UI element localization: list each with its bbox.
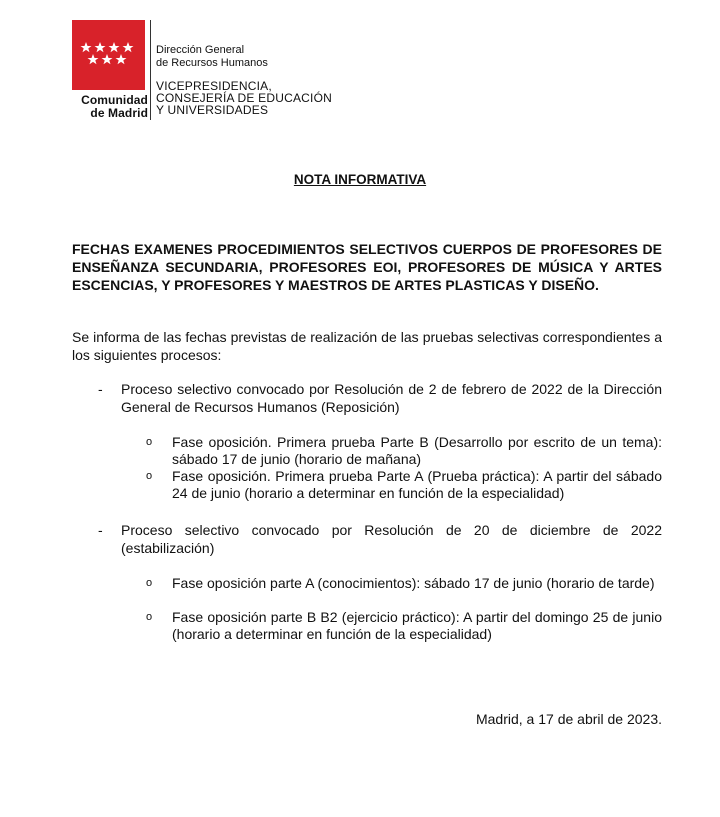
ministry-line2: CONSEJERÍA DE EDUCACIÓN (156, 91, 332, 105)
logo-name (70, 94, 148, 120)
org-line1: Dirección General (156, 44, 245, 56)
phase-item: Fase oposición. Primera prueba Parte A (Prueba práctica): A partir del sábado 24 de junio (horario a determinar en función de la especialidad) (172, 468, 662, 501)
document-title: NOTA INFORMATIVA (293, 172, 427, 187)
star (123, 42, 134, 52)
ministry-line1: VICEPRESIDENCIA, (156, 79, 272, 93)
process-bullet: - (98, 381, 103, 397)
star (102, 54, 113, 64)
phase-item: Fase oposición. Primera prueba Parte B (Desarrollo por escrito de un tema): sábado 17 de junio (horario de mañana) (172, 434, 662, 467)
star (116, 54, 127, 64)
document-subject: FECHAS EXAMENES PROCEDIMIENTOS SELECTIVOS CUERPOS DE PROFESORES DE ENSEÑANZA SECUNDARIA, PROFESORES EOI, PROFESORES DE MÚSICA Y ARTES ESCENCIAS, Y PROFESORES Y MAESTROS DE ARTES PLASTICAS Y DISEÑO. (72, 241, 662, 293)
process-bullet: - (98, 522, 103, 538)
org-line2: de Recursos Humanos (156, 57, 268, 69)
letterhead (70, 20, 670, 130)
intro-paragraph: Se informa de las fechas previstas de realización de las pruebas selectivas correspondientes a los siguientes procesos: (72, 329, 662, 363)
phase-bullet: o (146, 611, 153, 623)
logo-name-line2: de Madrid (90, 106, 148, 120)
star (109, 42, 120, 52)
phase-bullet: o (146, 436, 153, 448)
phase-bullet: o (146, 470, 153, 482)
process-item: Proceso selectivo convocado por Resolución de 20 de diciembre de 2022 (estabilización) (121, 522, 662, 556)
phase-bullet: o (146, 577, 153, 589)
process-item: Proceso selectivo convocado por Resolución de 2 de febrero de 2022 de la Dirección General de Recursos Humanos (Reposición) (121, 381, 662, 415)
seven-stars-icon (72, 20, 145, 90)
comunidad-de-madrid-logo (72, 20, 145, 90)
ministry-name (156, 80, 332, 116)
org-name (156, 44, 268, 70)
phase-item: Fase oposición parte A (conocimientos): sábado 17 de junio (horario de tarde) (172, 575, 655, 591)
star (95, 42, 106, 52)
phase-item: Fase oposición parte B B2 (ejercicio práctico): A partir del domingo 25 de junio (horario a determinar en función de la especialidad) (172, 609, 662, 642)
ministry-line3: Y UNIVERSIDADES (156, 103, 269, 117)
signature-date: Madrid, a 17 de abril de 2023. (475, 711, 662, 727)
star (81, 42, 92, 52)
logo-name-line1: Comunidad (81, 93, 148, 107)
header-divider (150, 20, 151, 120)
star (88, 54, 99, 64)
